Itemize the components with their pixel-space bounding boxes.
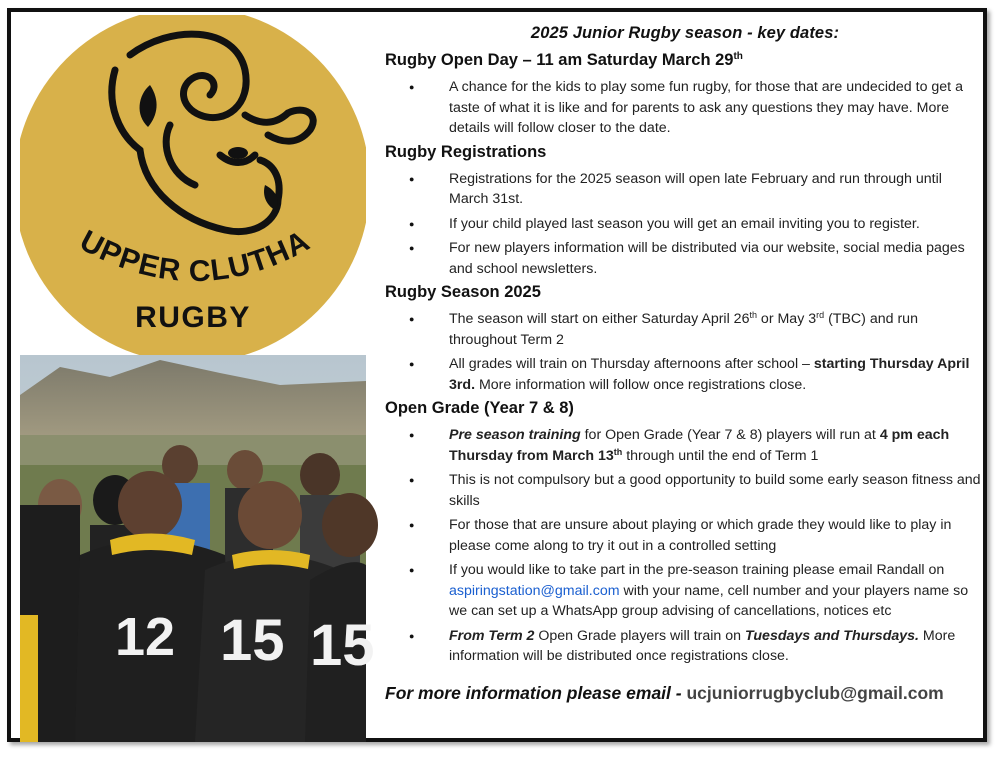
club-logo bbox=[20, 15, 366, 355]
jersey-number-12: 12 bbox=[115, 607, 176, 667]
key-dates-panel bbox=[385, 24, 985, 739]
jersey-number-15b: 15 bbox=[310, 613, 375, 678]
ram-logo-icon bbox=[20, 15, 366, 355]
logo-text-line1: UPPER CLUTHA bbox=[74, 224, 316, 289]
list-item: ● Registrations for the 2025 season will open late February and run through until March 31st. bbox=[385, 169, 985, 210]
section-heading-season: Rugby Season 2025 bbox=[385, 283, 541, 301]
list-item: ● If you would like to take part in the pre-season training please email Randall on aspiringstation@gmail.com with your name, cell number and your players name so we can set up a WhatsApp group advising of cancellations, notices etc bbox=[385, 560, 985, 622]
footer-contact: For more information please email - ucjuniorrugbyclub@gmail.com bbox=[385, 682, 944, 703]
list-item: ● For new players information will be distributed via our website, social media pages and school newsletters. bbox=[385, 238, 985, 279]
list-item: ● For those that are unsure about playing or which grade they would like to play in please come along to try it out in a controlled setting bbox=[385, 515, 985, 556]
team-photo-image bbox=[20, 355, 375, 742]
left-panel bbox=[20, 15, 375, 742]
season-list bbox=[385, 309, 985, 395]
list-item: ● A chance for the kids to play some fun rugby, for those that are undecided to get a taste of what it is like and for parents to ask any questions they may have. More details will follow closer to the date. bbox=[385, 77, 985, 139]
flyer-frame bbox=[7, 8, 987, 742]
footer-email[interactable]: ucjuniorrugbyclub@gmail.com bbox=[686, 682, 944, 703]
registrations-list bbox=[385, 169, 985, 280]
list-item: ● Pre season training for Open Grade (Year 7 & 8) players will run at 4 pm each Thursday from March 13th through until the end of Term 1 bbox=[385, 425, 985, 466]
list-item: ● If your child played last season you will get an email inviting you to register. bbox=[385, 214, 985, 235]
list-item: ● The season will start on either Saturday April 26th or May 3rd (TBC) and run throughout Term 2 bbox=[385, 309, 985, 350]
list-item: ● From Term 2 Open Grade players will train on Tuesdays and Thursdays. More information will be distributed once registrations close. bbox=[385, 626, 985, 667]
section-heading-open-day: Rugby Open Day – 11 am Saturday March 29th bbox=[385, 51, 743, 69]
list-item: ● All grades will train on Thursday afternoons after school – starting Thursday April 3rd. More information will follow once registrations close. bbox=[385, 354, 985, 395]
open-grade-list bbox=[385, 425, 985, 667]
list-item: ● This is not compulsory but a good opportunity to build some early season fitness and skills bbox=[385, 470, 985, 511]
jersey-number-15a: 15 bbox=[220, 608, 285, 673]
section-heading-registrations: Rugby Registrations bbox=[385, 142, 547, 161]
open-day-list bbox=[385, 77, 985, 139]
team-photo bbox=[20, 355, 375, 742]
section-heading-open-grade: Open Grade (Year 7 & 8) bbox=[385, 399, 574, 417]
page-title: 2025 Junior Rugby season - key dates: bbox=[530, 24, 840, 42]
email-link-randall[interactable]: aspiringstation@gmail.com bbox=[449, 582, 620, 599]
logo-text-line2: RUGBY bbox=[135, 301, 251, 334]
